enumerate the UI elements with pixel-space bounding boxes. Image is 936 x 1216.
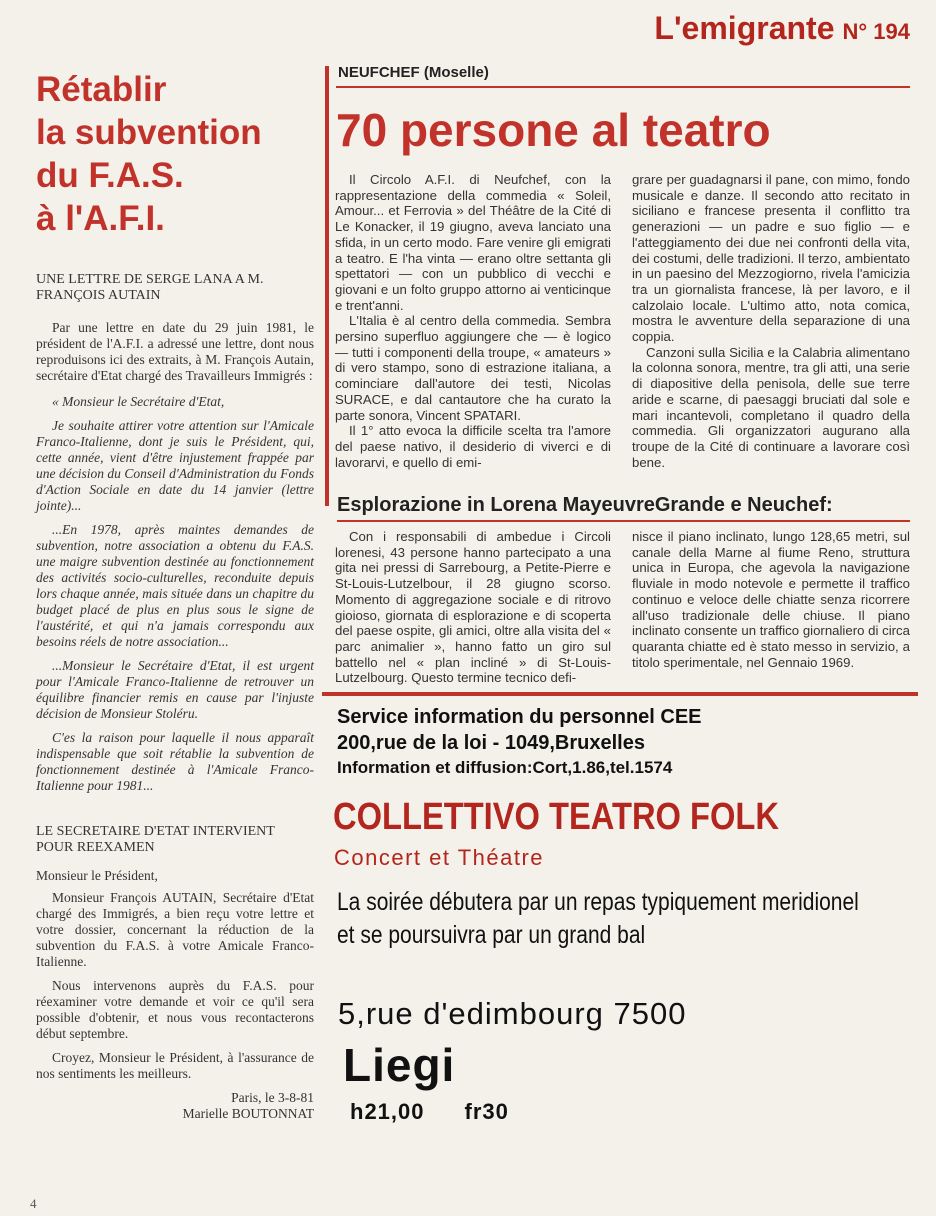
paragraph: Nous intervenons auprès du F.A.S. pour réexaminer votre demande et voir ce qu'il sera possible d'obtenir, et nous vous recontacterons début septembre. (36, 978, 314, 1041)
section-rule (322, 692, 918, 696)
left-article (36, 272, 314, 1122)
left-headline-line: du F.A.S. (36, 156, 184, 195)
event-subtitle: Concert et Théatre (334, 845, 545, 870)
event-address: 5,rue d'edimbourg 7500 (338, 996, 687, 1031)
article1-column-2 (632, 172, 910, 470)
info-line-3: Information et diffusion:Cort,1.86,tel.1574 (337, 758, 673, 777)
left-headline (36, 68, 326, 240)
article2-rule (337, 520, 910, 522)
event-description (337, 886, 859, 952)
paragraph: C'es la raison pour laquelle il nous apparaît indispensable que soit rétablie la subvention de fonctionnement destinée à l'Amicale Franco-Italienne pour 1981... (36, 730, 314, 793)
column-divider (325, 66, 329, 506)
masthead-title: L'emigrante (654, 10, 835, 46)
paragraph: Croyez, Monsieur le Président, à l'assurance de nos sentiments les meilleurs. (36, 1050, 314, 1081)
paragraph: Il Circolo A.F.I. di Neufchef, con la rappresentazione della commedia « Soleil, Amour... et Ferrovia » del Théâtre de la Cité di Le Konacker, il 19 giugno, aveva lanciato una sfida, in un certo modo. Fare venire gli emigrati a teatro. E l'ha vinta — erano oltre settanta gli spettatori — con un pubblico di vecchi e giovani e un folto gruppo attorno ai venticinque e trent'anni. (335, 172, 611, 313)
issue-number: N° 194 (842, 19, 910, 44)
article1-column-1 (335, 172, 611, 470)
paragraph: Il 1° atto evoca la difficile scelta tra l'amore del paese nativo, il desiderio di viverci e di lavorarvi, e quello di emi- (335, 423, 611, 470)
signature-name: Marielle BOUTONNAT (182, 1106, 314, 1121)
paragraph: Je souhaite attirer votre attention sur l'Amicale Franco-Italienne, dont je suis le Président, qui, cette année, vient d'être injustement frappée par une décision du Conseil d'Administration du Fonds d'Action Sociale en date du 14 janvier (lettre jointe)... (36, 418, 314, 513)
page-number: 4 (30, 1196, 37, 1211)
left-subhead-2: LE SECRETAIRE D'ETAT INTERVIENT POUR REEXAMEN (36, 824, 275, 855)
left-headline-line: Rétablir (36, 70, 167, 109)
kicker-rule (336, 86, 910, 88)
event-description-line: et se poursuivra par un grand bal (337, 921, 646, 949)
article2-column-1 (335, 529, 611, 686)
paragraph: Con i responsabili di ambedue i Circoli lorenesi, 43 persone hanno partecipato a una gita nei pressi di Sarrebourg, a Petite-Pierre e St-Louis-Lutzelbour, il 28 giugno scorso. Momento di aggregazione sociale e di ritrovo gioioso, giornata di esplorazione e di scoperta del paese ospite, gli amici, oltre alla visita del « parc animalier », hanno fatto un giro sul battello nel « plan incliné » di St-Louis-Lutzelbourg. Questo termine tecnico defi- (335, 529, 611, 686)
left-subhead-1: UNE LETTRE DE SERGE LANA A M. FRANÇOIS AUTAIN (36, 272, 264, 303)
left-body-1 (36, 320, 314, 794)
left-headline-line: à l'A.F.I. (36, 199, 165, 238)
left-body-2 (36, 868, 314, 1082)
paragraph: ...Monsieur le Secrétaire d'Etat, il est urgent pour l'Amicale Franco-Italienne de retrouver un équilibre financier remis en cause par l'injuste décision de Monsieur Stoléru. (36, 658, 314, 721)
info-line-2: 200,rue de la loi - 1049,Bruxelles (337, 732, 645, 754)
article1-title: 70 persone al teatro (336, 104, 771, 156)
paragraph: ...En 1978, après maintes demandes de subvention, notre association a obtenu du F.A.S. une maigre subvention destinée au fonctionnement des activités socio-culturelles, reconduite depuis lors chaque année, mais située dans un chapitre du budget placé de plus en plus sous le signe de l'austérité, et qui n'a jamais correspondu aux besoins réels de notre association... (36, 522, 314, 649)
paragraph: « Monsieur le Secrétaire d'Etat, (52, 394, 225, 409)
event-description-line: La soirée débutera par un repas typiquement meridionel (337, 888, 859, 916)
masthead (654, 10, 910, 47)
paragraph: grare per guadagnarsi il pane, con mimo, fondo musicale e danze. Il secondo atto recitato in siciliano e francese presenta il conflitto tra generazioni — un padre e suo figlio — e l'atteggiamento dei due nei confronti della vita, dei costumi, delle tradizioni. Il terzo, ambientato in un paesino del Mezzogiorno, rivela l'amicizia tra un giornalista francese, là per lavoro, e il calzolaio locale. L'ultimo atto, nota comica, mostra le avventure della separazione di una coppia. (632, 172, 910, 345)
paragraph: Canzoni sulla Sicilia e la Calabria alimentano la colonna sonora, mentre, tra gli atti, una serie di diapositive della penisola, delle sue terre aride e scarne, di paesaggi bruciati dal sole e mari incantevoli, completano il quadro della commedia. Gli organizzatori augurano alla troupe de la Cité di continuare a lavorare così bene. (632, 344, 910, 470)
event-price: fr30 (464, 1099, 509, 1124)
paragraph: L'Italia è al centro della commedia. Sembra persino superfluo aggiungere che — è logico — tutti i componenti della troupe, « amateurs » di vero stampo, sono di estrazione italiana, a cominciare dall'autore dei testi, Nicolas SURACE, e dal cantautore che ha curato la parte sonora, Vincent SPATARI. (335, 313, 611, 423)
paragraph: Monsieur François AUTAIN, Secrétaire d'Etat chargé des Immigrés, a bien reçu votre lettre et votre dossier, concernant la réduction de la subvention du F.A.S. à votre Amicale Franco-Italienne. (36, 890, 314, 969)
paragraph: Monsieur le Président, (36, 868, 158, 883)
event-time-price (350, 1099, 509, 1125)
article2-title: Esplorazione in Lorena MayeuvreGrande e Neuchef: (337, 494, 833, 516)
event-title: COLLETTIVO TEATRO FOLK (333, 796, 779, 838)
left-headline-line: la subvention (36, 113, 262, 152)
event-city: Liegi (343, 1039, 456, 1091)
paragraph: Par une lettre en date du 29 juin 1981, le président de l'A.F.I. a adressé une lettre, dont nous reproduisons ici des extraits, à M. François Autain, secrétaire d'Etat chargé des Travailleurs Immigrés : (36, 320, 314, 383)
article1-kicker: NEUFCHEF (Moselle) (338, 64, 489, 81)
event-time: h21,00 (350, 1099, 425, 1124)
paragraph: nisce il piano inclinato, lungo 128,65 metri, sul canale della Marne al fiume Reno, struttura unica in Europa, che agevola la navigazione fluviale in modo notevole e permette il traffico continuo e veloce delle chiatte senza ricorrere all'uso tradizionale delle chiuse. Il piano inclinato consente un traffico giornaliero di circa quaranta chiatte ed è stato messo in servizio, a titolo sperimentale, nel Gennaio 1969. (632, 529, 910, 670)
info-line-1: Service information du personnel CEE (337, 706, 702, 728)
signature-place: Paris, le 3-8-81 (231, 1090, 314, 1105)
signature (36, 1090, 314, 1122)
article2-column-2 (632, 529, 910, 670)
